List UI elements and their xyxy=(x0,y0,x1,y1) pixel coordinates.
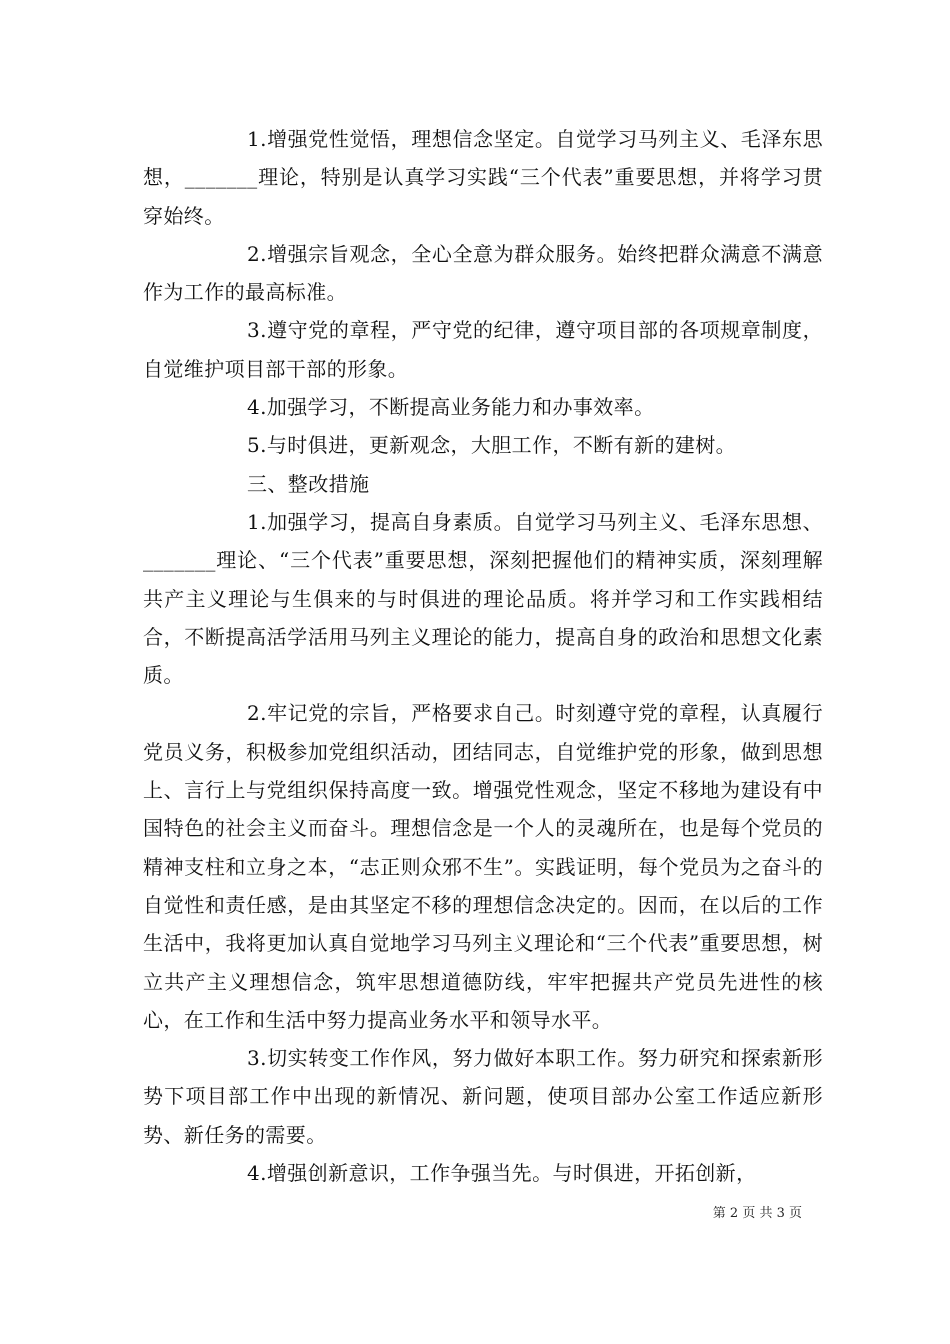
paragraph-commitment-1: 1.增强党性觉悟，理想信念坚定。自觉学习马列主义、毛泽东思想，_______理论，特别是认真学习实践“三个代表”重要思想，并将学习贯穿始终。 xyxy=(143,127,823,228)
paragraph-measure-4: 4.增强创新意识，工作争强当先。与时俱进，开拓创新， xyxy=(247,1161,757,1186)
paragraph-measure-3: 3.切实转变工作作风，努力做好本职工作。努力研究和探索新形势下项目部工作中出现的新情况、新问题，使项目部办公室工作适应新形势、新任务的需要。 xyxy=(143,1046,823,1147)
document-body xyxy=(143,120,823,1192)
paragraph-measure-1: 1.加强学习，提高自身素质。自觉学习马列主义、毛泽东思想、_______理论、“三个代表”重要思想，深刻把握他们的精神实质，深刻理解共产主义理论与生俱来的与时俱进的理论品质。将并学习和工作实践相结合，不断提高活学活用马列主义理论的能力，提高自身的政治和思想文化素质。 xyxy=(143,509,823,688)
paragraph-commitment-2: 2.增强宗旨观念，全心全意为群众服务。始终把群众满意不满意作为工作的最高标准。 xyxy=(143,241,823,305)
paragraph-commitment-4: 4.加强学习，不断提高业务能力和办事效率。 xyxy=(247,395,655,420)
page-number-footer: 第 2 页 共 3 页 xyxy=(712,1206,802,1221)
section-heading-measures: 三、整改措施 xyxy=(247,471,370,496)
paragraph-commitment-3: 3.遵守党的章程，严守党的纪律，遵守项目部的各项规章制度，自觉维护项目部干部的形象。 xyxy=(143,318,823,381)
paragraph-measure-2: 2.牢记党的宗旨，严格要求自己。时刻遵守党的章程，认真履行党员义务，积极参加党组织活动，团结同志，自觉维护党的形象，做到思想上、言行上与党组织保持高度一致。增强党性观念，坚定不移地为建设有中国特色的社会主义而奋斗。理想信念是一个人的灵魂所在，也是每个党员的精神支柱和立身之本，“志正则众邪不生”。实践证明，每个党员为之奋斗的自觉性和责任感，是由其坚定不移的理想信念决定的。因而，在以后的工作生活中，我将更加认真自觉地学习马列主义理论和“三个代表”重要思想，树立共产主义理想信念，筑牢思想道德防线，牢牢把握共产党员先进性的核心，在工作和生活中努力提高业务水平和领导水平。 xyxy=(143,701,823,1032)
paragraph-commitment-5: 5.与时俱进，更新观念，大胆工作，不断有新的建树。 xyxy=(247,433,737,458)
